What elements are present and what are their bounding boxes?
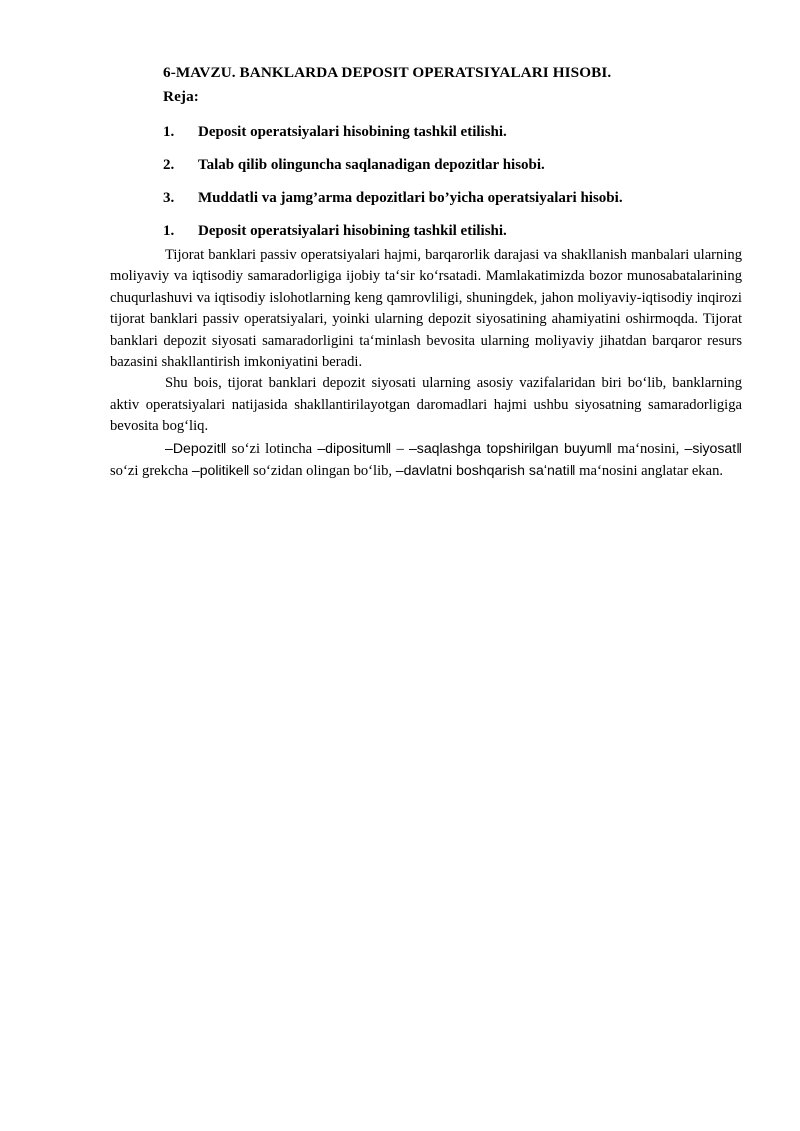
list-item-number: 1. [163,124,175,140]
etymology-segment: soʻzidan olingan boʻlib, [249,463,396,480]
list-item-label: Muddatli va jamg’arma depozitlari bo’yicha operatsiyalari hisobi. [198,190,623,206]
term-siyosat: siyosat [692,439,737,456]
quote-close-mark: ‖ [606,439,613,456]
quote-close-mark: ‖ [736,439,743,456]
quote-close-mark: ‖ [385,439,392,456]
section-heading-label: Deposit operatsiyalari hisobining tashkil etilishi. [198,223,507,239]
quote-open-mark: – [191,462,200,479]
etymology-segment: soʻzi grekcha [110,463,192,480]
list-item [110,155,742,175]
body-paragraph: Tijorat banklari passiv operatsiyalari hajmi, barqarorlik darajasi va shakllanish manbalari ularning moliyaviy va iqtisodiy samaradorligiga ijobiy taʻsir koʻrsatadi. Mamlakatimizda bozor munosabatalarining chuqurlashuvi va iqtisodiy islohotlarning keng qamrovliligi, shuningdek, jahon moliyaviy-iqtisodiy inqirozi tijorat banklari passiv operatsiyalari, yoinki ularning depozit siyosatining ahamiyatini oshirmoqda. Tijorat banklari depozit siyosati samaradorligini taʻminlash bevosita ularning moliyaviy jihatdan barqaror resurs bazasini shakllantirish imkoniyatini beradi. [110,247,742,371]
plan-list [110,122,742,208]
term-saqlashga: saqlashga topshirilgan buyum [416,439,607,456]
list-item-label: Deposit operatsiyalari hisobining tashkil etilishi. [198,124,507,140]
quote-close-mark: ‖ [220,439,227,456]
etymology-segment: soʻzi lotincha [226,440,318,457]
quote-close-mark: ‖ [569,462,576,479]
term-davlatni: davlatni boshqarish saʻnati [403,462,570,479]
page-title: 6-MAVZU. BANKLARDA DEPOSIT OPERATSIYALARI HISOBI. [163,64,612,81]
term-dipositum: dipositum [325,439,386,456]
quote-open-mark: – [317,439,326,456]
list-item [110,188,742,208]
etymology-paragraph [110,438,742,483]
document-content [110,62,742,482]
list-item-number: 2. [163,157,175,173]
quote-open-mark: – [684,439,693,456]
section-heading [110,221,742,241]
term-deposit: Depozit [172,439,221,456]
list-item [110,122,742,142]
etymology-segment: – [391,440,409,457]
etymology-segment: maʻnosini anglatar ekan. [575,463,724,480]
etymology-segment: maʻnosini, [612,440,685,457]
plan-label: Reja: [163,88,199,105]
quote-open-mark: – [395,462,404,479]
body-paragraph: Shu bois, tijorat banklari depozit siyosati ularning asosiy vazifalaridan biri boʻlib, banklarning aktiv operatsiyalari natijasida shakllantirilayotgan daromadlari hajmi ushbu siyosatning samaradorligiga bevosita bogʻliq. [110,375,742,435]
quote-close-mark: ‖ [243,462,250,479]
list-item-number: 3. [163,190,175,206]
term-politike: politike [199,462,244,479]
quote-open-mark: – [165,439,173,456]
list-item-label: Talab qilib olinguncha saqlanadigan depozitlar hisobi. [198,157,545,173]
section-heading-number: 1. [163,223,175,239]
quote-open-mark: – [408,439,417,456]
